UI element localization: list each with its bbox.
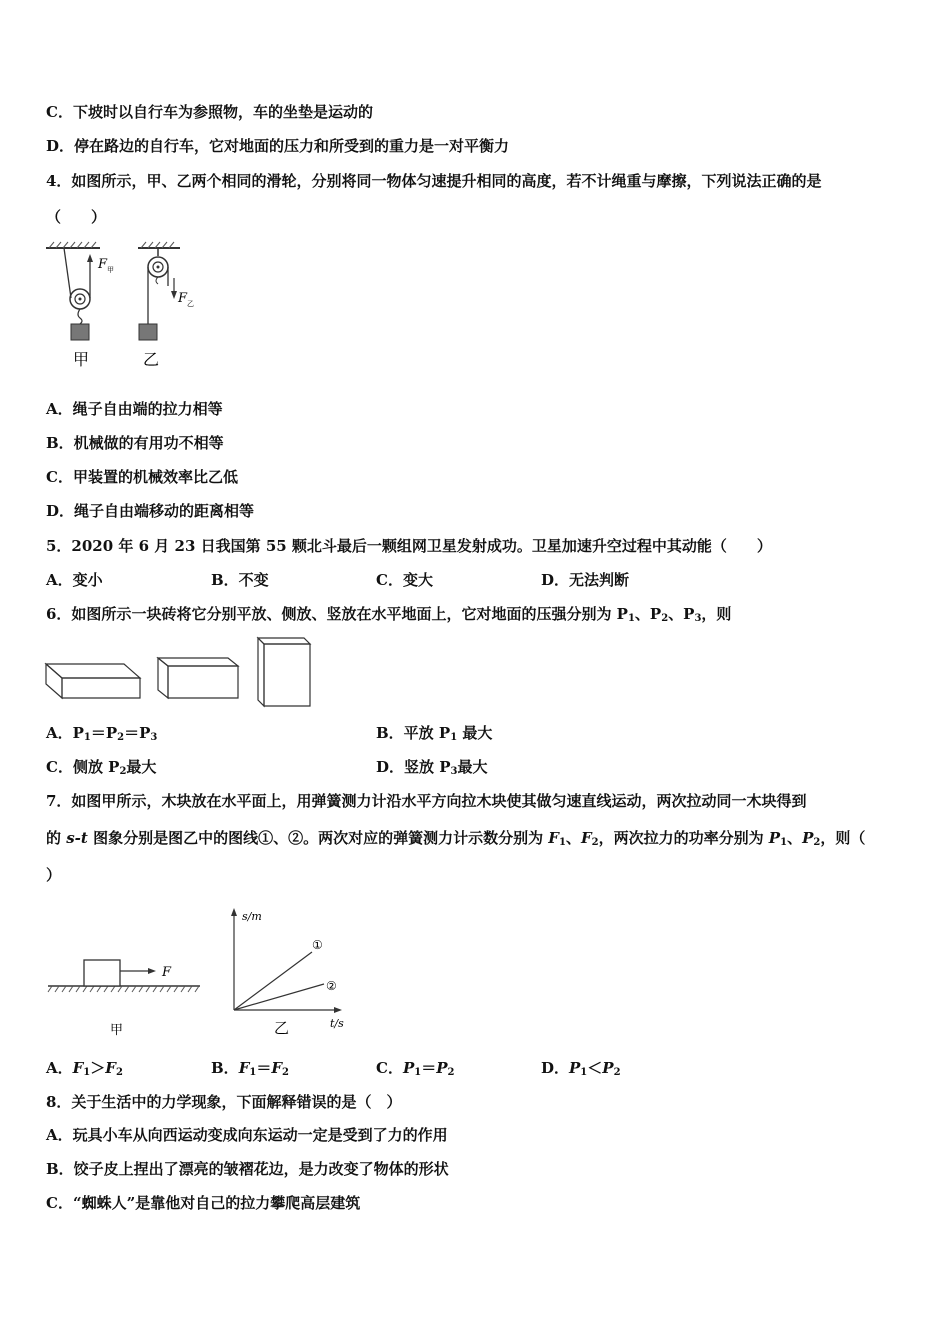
q6-brick-figure <box>42 634 317 710</box>
q7-x-axis-label: t/s <box>330 1017 344 1030</box>
q7-option-c: C．$P_1=P_2$ <box>376 1059 455 1078</box>
q5-stem: 5．2020 年 6 月 23 日我国第 55 颗北斗最后一颗组网卫星发射成功。卫星加速升空过程中其动能（ ） <box>46 537 772 555</box>
q6-option-a: A．$P_1=P_2=P_3$ <box>46 724 158 743</box>
q5-option-b: B．不变 <box>211 571 269 589</box>
q4-option-b: B．机械做的有用功不相等 <box>46 434 224 452</box>
q8-option-c: C．“蜘蛛人”是靠他对自己的拉力攀爬高层建筑 <box>46 1194 361 1212</box>
q5-option-c: C．变大 <box>376 571 433 589</box>
q4-option-c: C．甲装置的机械效率比乙低 <box>46 468 238 486</box>
q4-figure-label-b: 乙 <box>143 350 160 369</box>
q7-force-label: F <box>162 965 172 980</box>
q7-line2-label: ② <box>326 979 337 993</box>
q8-option-a: A．玩具小车从向西运动变成向东运动一定是受到了力的作用 <box>46 1126 448 1144</box>
q7-option-d: D．$P_1<P_2$ <box>541 1059 621 1078</box>
q4-stem-line2: （ ） <box>46 208 107 226</box>
q4-figure-label-a: 甲 <box>73 350 90 369</box>
q7-y-axis-label: s/m <box>242 910 262 923</box>
q4-pulley-figure <box>40 238 220 373</box>
q8-stem: 8．关于生活中的力学现象，下面解释错误的是（ ） <box>46 1093 402 1111</box>
q4-option-d: D．绳子自由端移动的距离相等 <box>46 502 255 520</box>
q7-stem-line2: 的 s-t 图象分别是图乙中的图线①、②。两次对应的弹簧测力计示数分别为 $F_1$、$F_2$，两次拉力的功率分别为 $P_1$、$P_2$，则（ <box>46 829 866 848</box>
q7-option-a: A．$F_1>F_2$ <box>46 1059 123 1078</box>
q7-option-b: B．$F_1=F_2$ <box>211 1059 289 1078</box>
q4-stem-line1: 4．如图所示，甲、乙两个相同的滑轮，分别将同一物体匀速提升相同的高度，若不计绳重与摩擦，下列说法正确的是 <box>46 172 822 190</box>
q7-figure-label-b: 乙 <box>274 1019 290 1037</box>
q5-option-a: A．变小 <box>46 571 103 589</box>
q7-stem-line3: ） <box>46 866 62 884</box>
q5-option-d: D．无法判断 <box>541 571 630 589</box>
q6-option-d: D．竖放 $P_3$最大 <box>376 758 488 777</box>
q4-force-a-label: F <box>98 257 108 272</box>
q7-line1-label: ① <box>312 938 323 952</box>
q6-stem: 6．如图所示一块砖将它分别平放、侧放、竖放在水平地面上，它对地面的压强分别为 $P_1$、$P_2$、$P_3$，则 <box>46 605 732 624</box>
q8-option-b: B．饺子皮上捏出了漂亮的皱褶花边，是力改变了物体的形状 <box>46 1160 449 1178</box>
q4-option-a: A．绳子自由端的拉力相等 <box>46 400 223 418</box>
q6-option-b: B．平放 $P_1$ 最大 <box>376 724 493 743</box>
q6-option-c: C．侧放 $P_2$最大 <box>46 758 157 777</box>
q7-st-graph <box>220 900 360 1045</box>
q7-stem-line1: 7．如图甲所示，木块放在水平面上，用弹簧测力计沿水平方向拉木块使其做匀速直线运动，两次拉动同一木块得到 <box>46 792 807 810</box>
q3-option-d: D．停在路边的自行车，它对地面的压力和所受到的重力是一对平衡力 <box>46 137 510 155</box>
q4-force-b-sub: 乙 <box>187 300 194 308</box>
q7-block-figure <box>44 950 204 1040</box>
q7-figure-label-a: 甲 <box>110 1023 124 1038</box>
q4-force-b-label: F <box>178 291 188 306</box>
q4-force-a-sub: 甲 <box>107 266 114 274</box>
q3-option-c: C．下坡时以自行车为参照物，车的坐垫是运动的 <box>46 103 373 121</box>
